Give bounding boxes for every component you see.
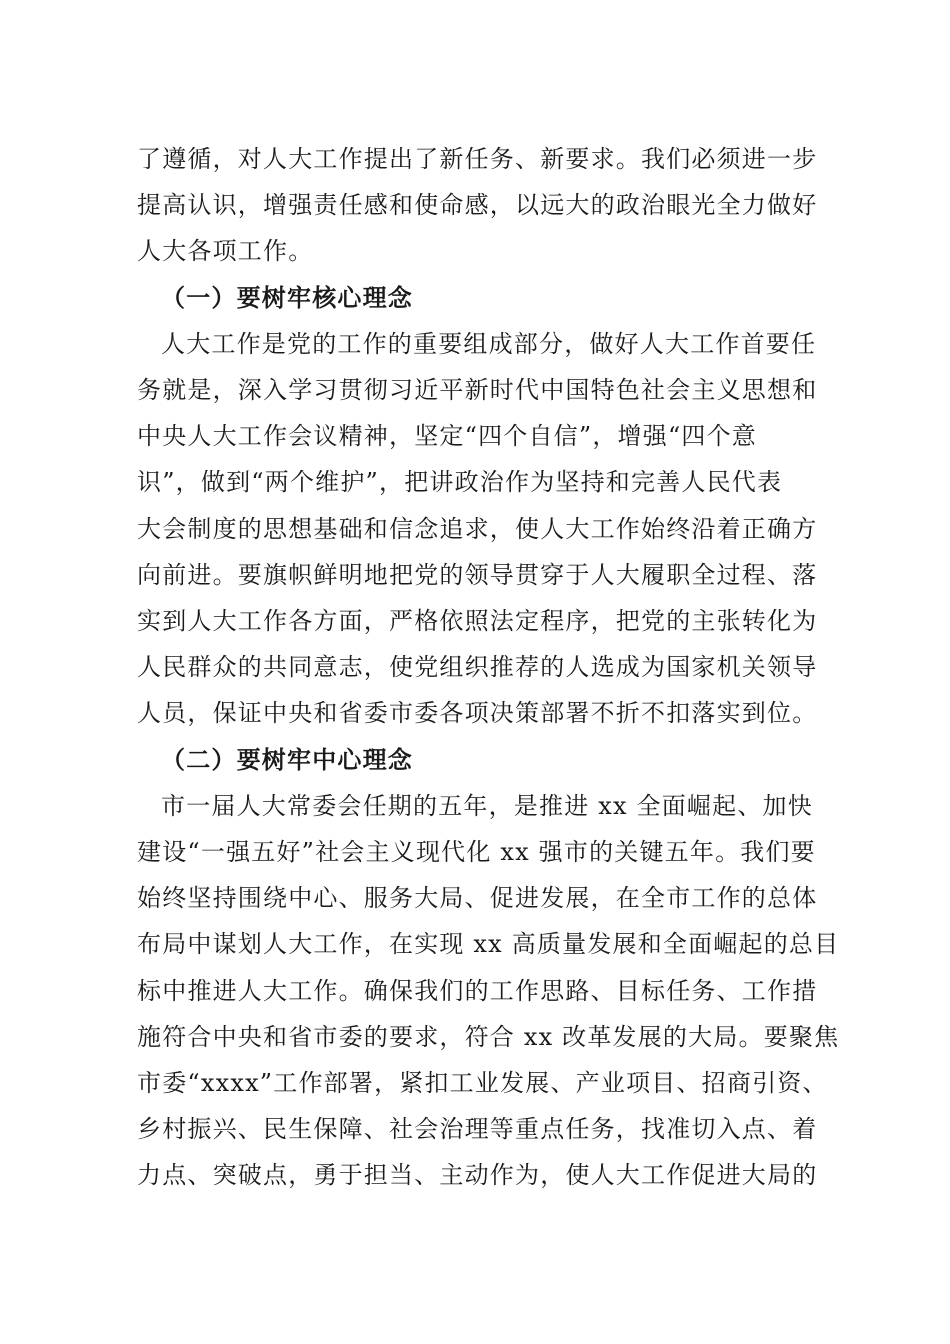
paragraph-section-1 [137, 321, 837, 737]
text-line: 标中推进人大工作。确保我们的工作思路、目标任务、工作措 [137, 976, 818, 1005]
text-line: 务就是，深入学习贯彻习近平新时代中国特色社会主义思想和 [137, 376, 818, 405]
text-line: 人大各项工作。 [137, 237, 314, 266]
text-line: 布局中谋划人大工作，在实现 xx 高质量发展和全面崛起的总目 [137, 930, 840, 959]
text-line: 始终坚持围绕中心、服务大局、促进发展，在全市工作的总体 [137, 884, 818, 913]
text-line: 人员，保证中央和省委市委各项决策部署不折不扣落实到位。 [137, 699, 818, 728]
section-heading-central-concept: （二）要树牢中心理念 [161, 744, 413, 774]
text-line: 市一届人大常委会任期的五年，是推进 xx 全面崛起、加快 [161, 791, 813, 820]
text-line: 建设“一强五好”社会主义现代化 xx 强市的关键五年。我们要 [137, 838, 816, 867]
text-line: 中央人大工作会议精神，坚定“四个自信”，增强“四个意 [137, 422, 758, 451]
text-line: 向前进。要旗帜鲜明地把党的领导贯穿于人大履职全过程、落 [137, 560, 818, 589]
document-body [137, 136, 840, 1199]
text-line: 识”，做到“两个维护”，把讲政治作为坚持和完善人民代表 [137, 468, 783, 497]
text-line: 大会制度的思想基础和信念追求，使人大工作始终沿着正确方 [137, 514, 818, 543]
section-heading-core-concept: （一）要树牢核心理念 [161, 282, 413, 312]
text-line: 施符合中央和省市委的要求，符合 xx 改革发展的大局。要聚焦 [137, 1022, 840, 1051]
text-line: 了遵循，对人大工作提出了新任务、新要求。我们必须进一步 [137, 145, 818, 173]
text-line: 乡村振兴、民生保障、社会治理等重点任务，找准切入点、着 [137, 1115, 818, 1144]
text-line: 实到人大工作各方面，严格依照法定程序，把党的主张转化为 [137, 607, 818, 636]
paragraph-intro [137, 136, 837, 275]
text-line: 人大工作是党的工作的重要组成部分，做好人大工作首要任 [161, 329, 817, 358]
text-line: 提高认识，增强责任感和使命感，以远大的政治眼光全力做好 [137, 191, 818, 220]
text-line: 人民群众的共同意志，使党组织推荐的人选成为国家机关领导 [137, 653, 818, 682]
paragraph-section-2 [137, 783, 840, 1199]
text-line: 市委“xxxx”工作部署，紧扣工业发展、产业项目、招商引资、 [137, 1069, 828, 1098]
text-line: 力点、突破点，勇于担当、主动作为，使人大工作促进大局的 [137, 1161, 818, 1190]
